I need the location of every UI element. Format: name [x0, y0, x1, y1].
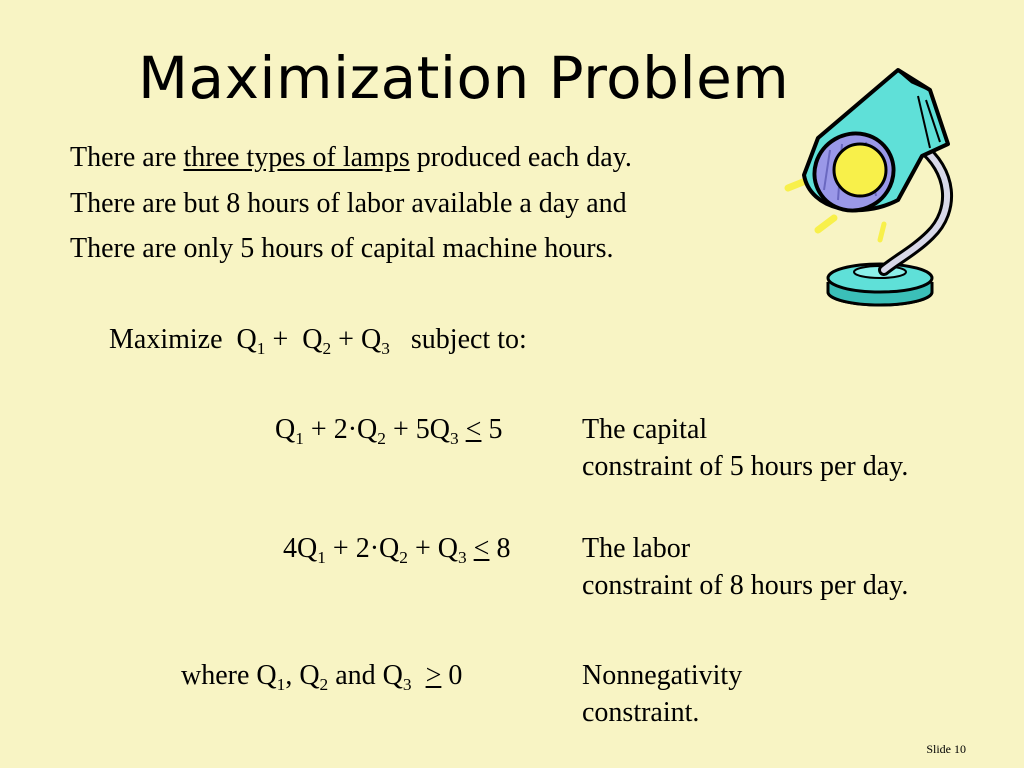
- term: and Q: [328, 660, 403, 691]
- subscript: 2: [377, 429, 386, 449]
- desk-lamp-icon: [780, 60, 980, 310]
- term: + 2·Q: [325, 533, 400, 564]
- capital-constraint-description-2: constraint of 5 hours per day.: [582, 451, 909, 482]
- subscript: 1: [256, 339, 266, 359]
- slide-title: Maximization Problem: [138, 44, 790, 112]
- labor-constraint-description-2: constraint of 8 hours per day.: [582, 570, 909, 601]
- term: , Q: [285, 660, 320, 691]
- plus-sign: +: [272, 324, 289, 355]
- intro-text: produced each day.: [409, 142, 632, 173]
- nonnegativity-constraint-equation: [181, 660, 463, 695]
- capital-constraint-description-1: The capital: [582, 414, 708, 445]
- intro-text: There are: [70, 142, 184, 173]
- plus-sign: +: [338, 324, 354, 355]
- underlined-phrase: three types of lamps: [183, 142, 410, 173]
- subscript: 1: [276, 675, 286, 695]
- variable: Q: [236, 324, 257, 355]
- objective-function: [109, 324, 527, 359]
- capital-constraint-equation: [275, 414, 503, 449]
- labor-constraint-equation: [283, 533, 511, 568]
- less-than-or-equal-sign: <: [473, 533, 490, 564]
- labor-constraint-description-1: The labor: [582, 533, 691, 564]
- subscript: 3: [457, 548, 467, 568]
- maximize-label: Maximize: [109, 324, 223, 355]
- term: + 5Q: [385, 414, 450, 445]
- rhs-value: 8: [496, 533, 511, 564]
- term: + Q: [407, 533, 458, 564]
- subscript: 2: [322, 339, 332, 359]
- subscript: 1: [317, 548, 326, 568]
- intro-line-2: There are but 8 hours of labor available a day and: [70, 188, 627, 219]
- subscript: 3: [449, 429, 459, 449]
- subscript: 2: [399, 548, 408, 568]
- term: where Q: [181, 660, 277, 691]
- rhs-value: 0: [448, 660, 463, 691]
- variable: Q: [360, 324, 382, 355]
- subject-to-label: subject to:: [410, 324, 527, 355]
- nonnegativity-description-1: Nonnegativity: [582, 660, 743, 691]
- variable: Q: [302, 324, 323, 355]
- intro-line-3: There are only 5 hours of capital machine hours.: [70, 233, 614, 264]
- greater-than-or-equal-sign: >: [425, 660, 442, 691]
- subscript: 1: [295, 429, 304, 449]
- term: + 2·Q: [303, 414, 378, 445]
- intro-line-1: [70, 142, 632, 174]
- nonnegativity-description-2: constraint.: [582, 697, 700, 728]
- term: 4Q: [283, 533, 318, 564]
- less-than-or-equal-sign: <: [465, 414, 482, 445]
- slide-number: Slide 10: [926, 742, 966, 756]
- subscript: 3: [381, 339, 390, 359]
- subscript: 3: [402, 675, 412, 695]
- rhs-value: 5: [488, 414, 503, 445]
- subscript: 2: [319, 675, 329, 695]
- term: Q: [275, 414, 296, 445]
